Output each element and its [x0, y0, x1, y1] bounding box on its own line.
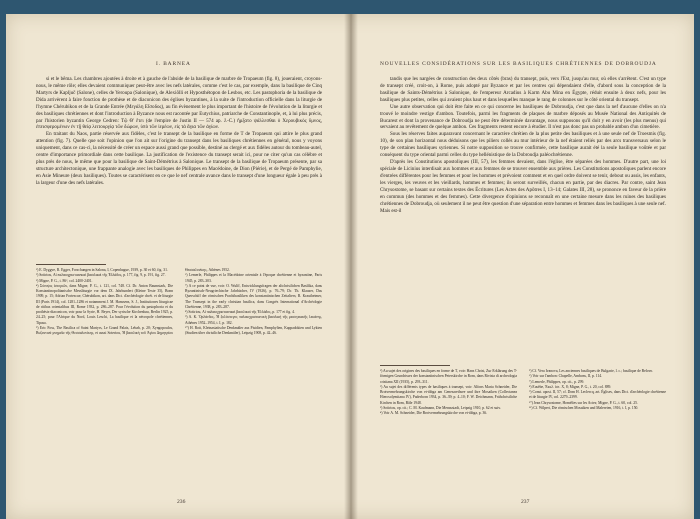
right-body-text: [380, 76, 666, 214]
footnote: ¹) E. Dyggve, R. Egger, Forschungen in Salona, I, Copenhague, 1939, p. 30 et 60, fig. 31.: [36, 268, 168, 272]
footnote-rule: [36, 264, 106, 265]
footnote: ³) Migne, P. G., t. 86², col. 2400-2401.: [36, 278, 93, 283]
footnote: ²) Au sujet des différents types de basiliques à transept, voir: Alfons Maria Schneider, Die Brotvermehrungskirche von et-tâbga am Genesarethsee und ihre Mosaiken (Collectanea Hierosolymitana IV), Paderborn 1934, p. 36–39; p. 4–10; F. W. Deichmann, Frühchristliche Kirchen in Rom, Bâle 1948.: [380, 384, 517, 405]
right-page: [350, 14, 694, 519]
paragraph: D'après les Constitutions apostoliques (III, 57), les femmes devaient, dans l'église, être séparées des hommes. D'autre part, une loi spéciale de Licinius interdisait aux hommes et aux femmes de se trouver ensemble aux prières. Les Constitutions apostoliques parlent encore d'entrées différentes pour les femmes et pour les hommes et prévoient comment et en quel ordre doivent se tenir, debout ou assis, les enfants, les vierges, les veuves et les vieillards, hommes et femmes; ils seront surveillés, chacun en partie, par des diacres. Par contre, saint Jean Chrysostome, se basant sur certains textes des Écritures (Les Actes des Apôtres I, 13–14; Galates III, 28), se prononce en faveur de la prière en commun (des hommes et des femmes). Cette divergence d'opinions se reconnaît en une certaine mesure dans les ruines des basiliques chrétiennes de Dobroudja, où seulement il ne peut être question d'une séparation entre hommes et femmes dans les basiliques à une seule nef. Mais est-il: [380, 159, 666, 214]
footnote: ⁵) Eric Foss, The Basilica of Saint Martyrs, Le Grand Palais, Lebab, p. 20; Xyngopoulos, Βυζαντινὰ μνημεῖα τῆς Θεσσαλονίκης, et aussi Soteriou, Ἡ βασιλικὴ τοῦ Ἁγίου Δημητρίου Θεσσαλονίκης, Athènes 1952.: [36, 268, 230, 335]
left-running-head: I. BARNEA: [156, 61, 191, 67]
footnote: ⁷) A ce point de vue, voir: O. Wulff, Entwicklungsfragen der altchristlichen Basilika, dans Byzantinisch-Neugriechische Jahrbücher, IV (1926), p. 76–79; Dr. Th. Klauser, Das Querschiff der römischen Prachtbasiliken des konstantinischen Zeitalters; R. Krautheimer, The Transept in the early christian basilica, dans Congrès International d'Archéologie Chrétienne, 1938, p. 283–287.: [185, 283, 322, 309]
right-page-number: 237: [521, 499, 530, 505]
footnote-rule: [380, 365, 450, 366]
footnote: ⁸) Eusèbe, Ἐκκλ. ἱστ. X, 8; Migne, P. G., t. 20, col. 889.: [529, 384, 612, 389]
footnote: ²) Sotiriou, Αἱ παλαιοχριστιανικαὶ βασιλικαὶ τῆς Ἑλλάδος, p. 177, fig. 9, p. 191, fig. 27.: [36, 273, 166, 278]
book-gutter: [344, 14, 358, 519]
footnote: ³) Sotiriou, op. cit.; C. M. Kaufmann, Die Menasstadt, Leipzig 1910, p. 62 et suiv.: [380, 405, 501, 410]
left-page-number: 236: [177, 499, 186, 505]
paragraph: Sous les réserves faites auparavant concernant le caractère chrétien de la plus petite des basiliques et à une seule nef de Troesmis (fig. 10), de son plan horizontal nous déduisons que les piliers collés au mur intérieur de la nef étaient reliés par des arcs transversaux selon le type de certaines basiliques syriennes. Si notre supposition se trouve confirmée, cette basilique aurait été la seule basilique voûtée et par conséquent du type oriental parmi celles du type hellénistique de la Dobroudja paléochrétienne.: [380, 131, 666, 159]
paragraph: tandis que les nargées de construction des deux côtés (bras) du transept, puis, vers l'Est, jusqu'au mur, où elles s'arrêtent. C'est un type de transept créé, croit-on, à Rome, puis adopté par Byzance et par les centres qui dépendaient d'elle, d'abord sous la conception de la basilique de Saints-Démétrius à Salonique, de l'empereur Arcadius à Karm Abu Mina en Égypte, réduit ensuite à deux nefs, pour les basiliques plus petites, celles qui avaient plus haut et dans lesquelles manque le rang de colonnes sur le côté oriental du transept.: [380, 76, 666, 103]
right-footnotes: [380, 369, 666, 493]
footnote: ⁶) Lemerle, Philippes et la Macédoine orientale à l'époque chrétienne et byzantine, Paris 1945, p. 283–303.: [185, 273, 322, 283]
paragraph: En traitant du Naos, partie réservée aux fidèles, c'est le transept de la basilique en forme de T de Tropaeum qui attire le plus grand attention (fig. 7). Quelle que soit l'opinion que l'on ait sur l'origine du transept dans les basiliques chrétiennes en général, nous y voyons uniquement, dans ce cas-ci, la nécessité de créer un espace aussi grand que possible, destiné au clergé et aux fidèles autour du tombeau-autel, centre d'importance primordiale dans cette basilique. La justification de l'existence du transept serait ici, pour ne citer qu'un cas célèbre et plus près de nous, le même que pour la basilique de Saint-Démétrius à Salonique. Le transept de la basilique de Tropaeum présente, par sa structure architectonique, une frappante analogie avec les basiliques de Philippes en Macédoine, de Dion (Piérie), et de Pergé de Pamphylie, en Asie Mineure (deux basiliques). Toutes se caractérisent en ce que le nef centrale avance dans le transept d'une longueur égale à peu près à la largeur d'une des nefs latérales.: [36, 131, 322, 186]
footnote: ⁴) Σύνοψις ἱστοριῶν, dans Migne, P. G., t. 121, col. 748. Cf. Dr. Anton Baumstark, Die Konstantinopolitanische Messliturgie vor dem IX. Jahrhundert (Kleine Texte 35), Bonn 1909, p. 15; Adrian Fortescue, Chérubikon, art. dans Dict. d'archéologie chrét. et de liturgie III (Paris 1914), col. 1281–1286 et notamment J. M. Hanssens, S. J., Institutiones liturgicae de ritibus orientalibus III, Rome 1932, p. 286–287. Pour l'évolution du pastophoria et du prothésis-diaconicon, voir pour la Syrie, H. Beyer, Der syrische Kirchenbau, Berlin 1925, p. 24–25; pour l'Afrique du Nord, Louis Leschi, La basilique et la nécropole chrétiennes, Tipasa.: [36, 283, 173, 325]
footnote: ¹⁰) Jean Chrysostome, Homélies sur les Actes; Migne, P. G., t. 60, col. 25.: [529, 400, 638, 405]
right-running-head: NOUVELLES CONSIDÉRATIONS SUR LES BASILIQUES CHRÉTIENNES DE DOBROUDJA: [380, 61, 657, 67]
footnote: ¹¹) Cf. Wilpert, Die römischen Mosaiken und Malereien, 1916, t. I, p. 150.: [529, 405, 639, 410]
left-page: [6, 14, 350, 519]
paragraph: si et le bêma. Les chambres ajoutées à droite et à gauche de l'abside de la basilique de marbre de Tropaeum (fig. 8), joueraient, croyons-nous, le même rôle; elles devaient communiquer peut-être avec les nefs latérales, comme c'est le cas, par exemple, dans la basilique de Cinq Martyrs de Kapljuč (Salone), celles de Yeroupa (Salonique), de Alexiôlli et Hyposthétopon de Lesbos, etc. Les pastophoria de la basilique de Dida arrivèrent à faire fonction de prothèse et de diaconicon des églises byzantines, à la suite de l'introduction officielle dans la liturgie de l'hymne Chérubikon et de la Grande Entrée (Μεγάλη Εἴσοδος), au fin évènement le plus important de l'histoire de l'évolution de la liturgie et des basiliques chrétiennes et dont l'introduction à Byzance nous est racontée par Eutychius, patriarche de Constantinople, et, à lui plus précis, par l'historien byzantin George Cedren: Τῷ Θ' ἔτει (de l'empire de Justin II — 574 ap. J.-C.) ἤρξατο ψάλλεσθαι ὁ Χερουβικὸς ὕμνος, ἐπεισφερομένων ἐν τῇ θείᾳ λειτουργίᾳ τῶν δώρων, ὑπὸ τῶν ἱερέων, εἰς τὰ ἅγια τῶν ἁγίων.: [36, 76, 322, 131]
footnote: ¹) Au sujet des origines des basiliques en forme de T, voir: Hans Christ, Zur Erklärung des T-förmigen Grundrisses der konstantinischen Peterskirche in Rom, dans Rivista di archeologia cristiana XII (1935), p. 293–311.: [380, 369, 517, 384]
footnote: ⁵) Cf. Vera Ivanova, Les anciennes basiliques de Bulgarie, l. c.; basilique de Belovo.: [529, 369, 654, 373]
footnote: ¹⁰) H. Rott, Kleinasiatische Denkmäler aus Pisidien, Pamphylien, Kappadokien und Lykien (Studien über christliche Denkmäler), Leipzig 1908, p. 42–46.: [185, 325, 322, 335]
book-spread: [6, 14, 694, 519]
footnote: ⁷) Lemerle, Philippes, op. cit., p. 299.: [529, 379, 585, 384]
footnote: ⁹) Α. Κ. Ὀρλάνδος, Ἡ ξυλόστεγος παλαιοχριστιανικὴ βασιλικὴ τῆς μεσογειακῆς λεκάνης, Athènes 1952–1954, t. I, p. 182.: [185, 315, 322, 325]
footnote: ⁶) Voir sur l'ambon: Chapelle, Ambons, II, p. 114.: [529, 374, 603, 379]
footnote: ⁹) Const. apost. II, 57; cf. Dom H. Leclercq, art. Églises, dans Dict. d'archéologie chrétienne et de liturgie IV, col. 2279–2399.: [529, 390, 666, 400]
footnote: ⁴) Voir A. M. Schneider, Die Brotvermehrungskirche von et-tâbga, p. 36.: [380, 411, 488, 415]
paragraph: Une autre observation qui doit être faite en ce qui concerne les basiliques de Dobroudja, c'est que dans la nef d'aucune d'elles on n'a trouvé le moindre vestige d'ambon. Toutefois, parmi les fragments de plaques de marbre déposés au Musée National des Antiquités de Bucarest et dont la provenance de Dobroudja ne peut être déterminée davantage, nous supposons qu'il doit y en avoir (les plus menus) qui servaient au revêtement de quelque ambon. Ces fragments restent encore à étudier. Il n'est pas donc pas un probable ambon d'un cimetière.: [380, 103, 666, 131]
left-body-text: [36, 76, 322, 187]
footnote: ⁸) Sotiriou, Αἱ παλαιοχριστιανικαὶ βασιλικαὶ τῆς Ἑλλάδος, p. 177 et fig. 4.: [185, 310, 295, 314]
left-footnotes: [36, 268, 322, 494]
